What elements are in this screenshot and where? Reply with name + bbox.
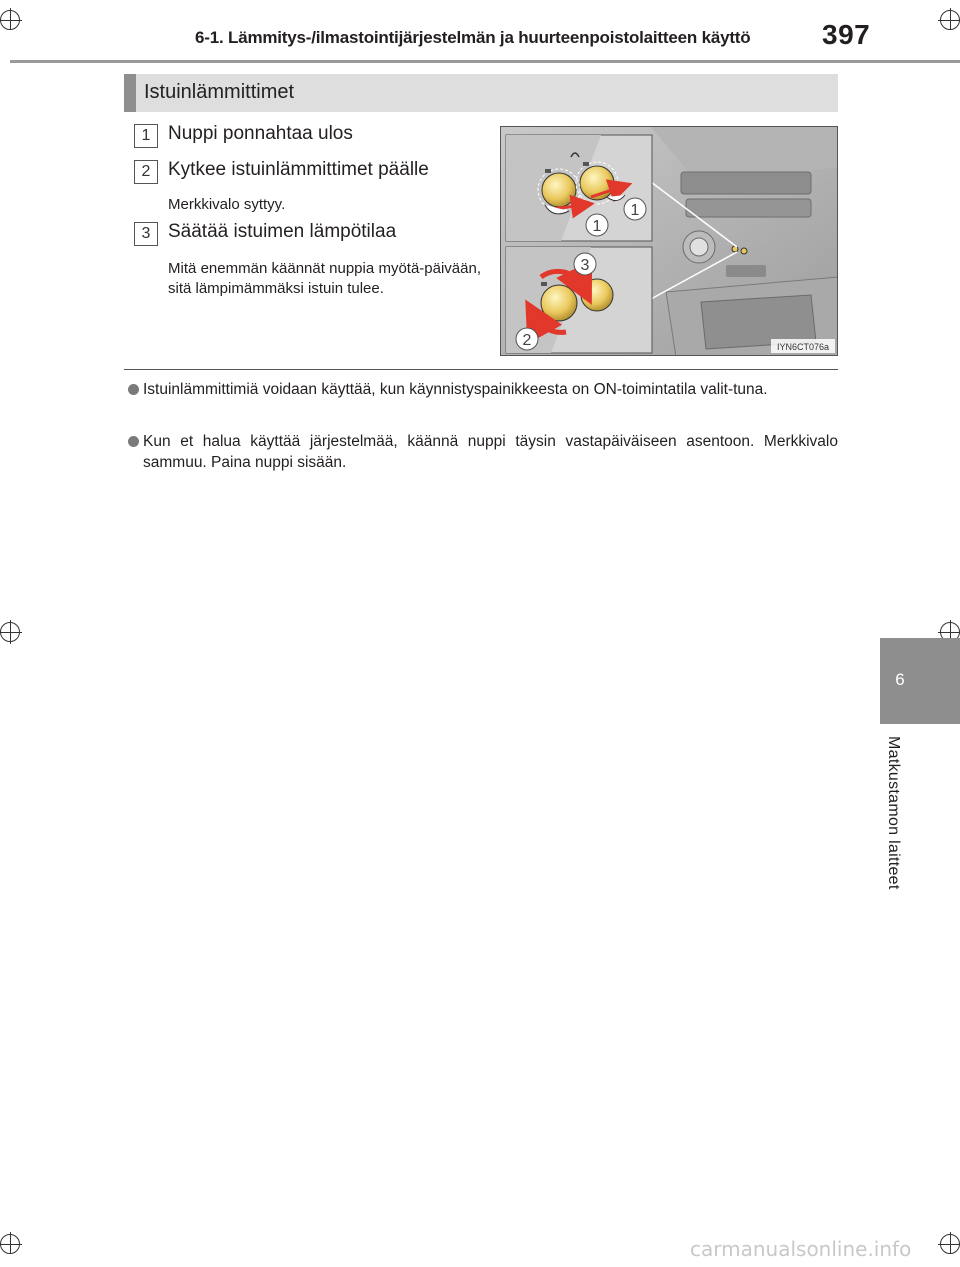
chapter-number: 6 (895, 670, 905, 689)
callout-label-2: 2 (522, 332, 532, 349)
step-title-3: Säätää istuimen lämpötilaa (168, 221, 397, 242)
step-number-1: 1 (134, 124, 158, 148)
step-title-1: Nuppi ponnahtaa ulos (168, 123, 353, 144)
seat-heater-illustration (501, 127, 838, 356)
step-note-2: Merkkivalo syttyy. (168, 196, 286, 213)
note-bullet-2 (128, 431, 838, 473)
note-bullet-1 (128, 379, 838, 400)
note-text-2: Kun et halua käyttää järjestelmää, käännä nuppi täysin vastapäiväiseen asentoon. Merkkivalo sammuu. Paina nuppi sisään. (143, 433, 838, 471)
callout-label-1b: 1 (592, 218, 602, 235)
watermark: carmanualsonline.info (690, 1237, 912, 1261)
step-number-2: 2 (134, 160, 158, 184)
figure-code: IYN6CT076a (776, 342, 830, 352)
section-heading (124, 74, 838, 112)
callout-label-3: 3 (580, 257, 590, 274)
section-title: Istuinlämmittimet (144, 81, 295, 103)
step-number-3: 3 (134, 222, 158, 246)
section-divider (124, 369, 838, 370)
step-title-2: Kytkee istuinlämmittimet päälle (168, 159, 429, 180)
chapter-tab[interactable] (880, 638, 960, 724)
callout-label-1a: 1 (630, 202, 640, 219)
page-title: 6-1. Lämmitys-/ilmastointijärjestelmän ja huurteenpoistolaitteen käyttö (195, 28, 751, 47)
bullet-dot-icon (128, 384, 139, 395)
header-rule (10, 60, 960, 63)
page-number: 397 (822, 19, 871, 50)
bullet-dot-icon (128, 436, 139, 447)
seat-heater-figure (500, 126, 838, 356)
chapter-label: Matkustamon laitteet (885, 736, 902, 890)
note-text-1: Istuinlämmittimiä voidaan käyttää, kun käynnistyspainikkeesta on ON-toimintatila valit-tuna. (143, 381, 768, 398)
step-note-3: Mitä enemmän käännät nuppia myötä-päivään, sitä lämpimämmäksi istuin tulee. (168, 260, 481, 297)
